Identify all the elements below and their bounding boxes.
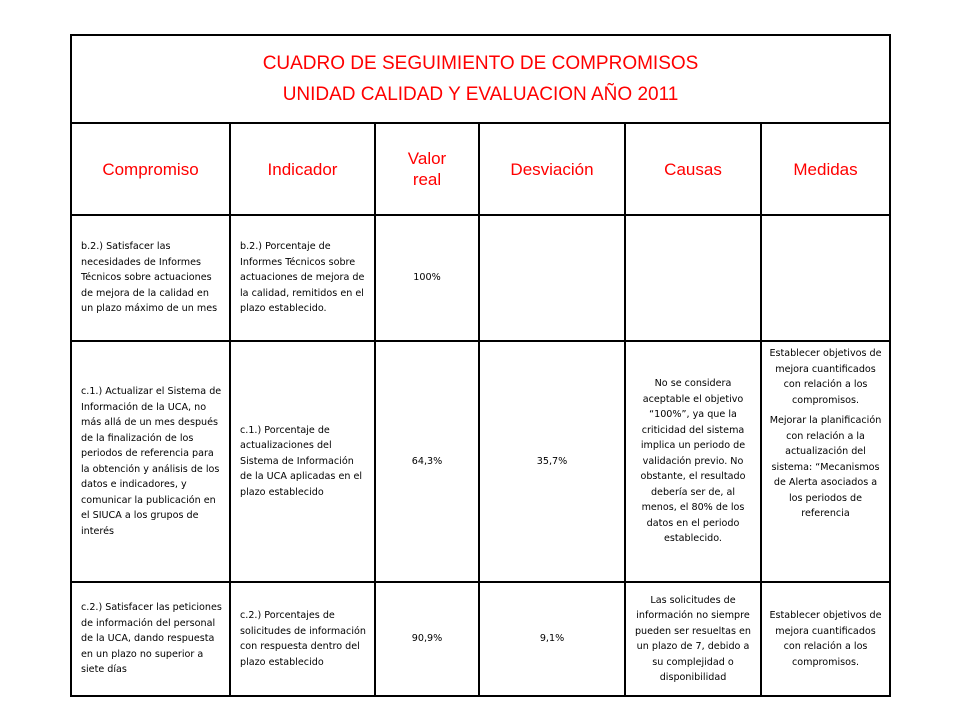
desviacion-cell [479,215,625,341]
medida-paragraph: Establecer objetivos de mejora cuantificados con relación a los compromisos. [769,348,882,406]
column-header-causas: Causas [625,123,761,215]
table-row [71,582,890,696]
causas-cell [625,215,761,341]
desviacion-cell: 35,7% [479,341,625,582]
commitments-tracking-table [70,34,891,697]
causas-cell: No se considera aceptable el objetivo “100%”, ya que la criticidad del sistema implica un periodo de validación previo. No obstante, el resultado debería ser de, al menos, el 80% de los datos en el periodo establecido. [625,341,761,582]
column-header-desviacion: Desviación [479,123,625,215]
valor-real-cell: 64,3% [375,341,479,582]
header-row [71,123,890,215]
column-header-valor-real [375,123,479,215]
valor-real-cell: 90,9% [375,582,479,696]
compromiso-cell: c.2.) Satisfacer las peticiones de información del personal de la UCA, dando respuesta en un plazo no superior a siete días [71,582,230,696]
table-title [71,35,890,123]
column-header-indicador: Indicador [230,123,375,215]
table-row [71,341,890,582]
compromiso-cell: b.2.) Satisfacer las necesidades de Informes Técnicos sobre actuaciones de mejora de la calidad en un plazo máximo de un mes [71,215,230,341]
compromiso-cell: c.1.) Actualizar el Sistema de Información de la UCA, no más allá de un mes después de la finalización de los periodos de referencia para la obtención y análisis de los datos e indicadores, y comunicar la publicación en el SIUCA a los grupos de interés [71,341,230,582]
medidas-cell [761,582,890,696]
title-line-1: CUADRO DE SEGUIMIENTO DE COMPROMISOS [262,53,699,74]
valor-real-cell: 100% [375,215,479,341]
medidas-cell [761,341,890,582]
causas-cell: Las solicitudes de información no siempre pueden ser resueltas en un plazo de 7, debido a su complejidad o disponibilidad [625,582,761,696]
valor-real-header-text: Valor real [407,149,447,189]
desviacion-cell: 9,1% [479,582,625,696]
indicador-cell: b.2.) Porcentaje de Informes Técnicos sobre actuaciones de mejora de la calidad, remitidos en el plazo establecido. [230,215,375,341]
table-row [71,215,890,341]
title-line-2: UNIDAD CALIDAD Y EVALUACION AÑO 2011 [282,84,679,105]
column-header-compromiso: Compromiso [71,123,230,215]
medida-paragraph: Mejorar la planificación con relación a la actualización del sistema: “Mecanismos de Alerta asociados a los periodos de referencia [769,415,882,519]
medidas-cell [761,215,890,341]
title-row [71,35,890,123]
medida-paragraph: Establecer objetivos de mejora cuantificados con relación a los compromisos. [769,610,882,668]
indicador-cell: c.2.) Porcentajes de solicitudes de información con respuesta dentro del plazo establecido [230,582,375,696]
column-header-medidas: Medidas [761,123,890,215]
indicador-cell: c.1.) Porcentaje de actualizaciones del Sistema de Información de la UCA aplicadas en el plazo establecido [230,341,375,582]
